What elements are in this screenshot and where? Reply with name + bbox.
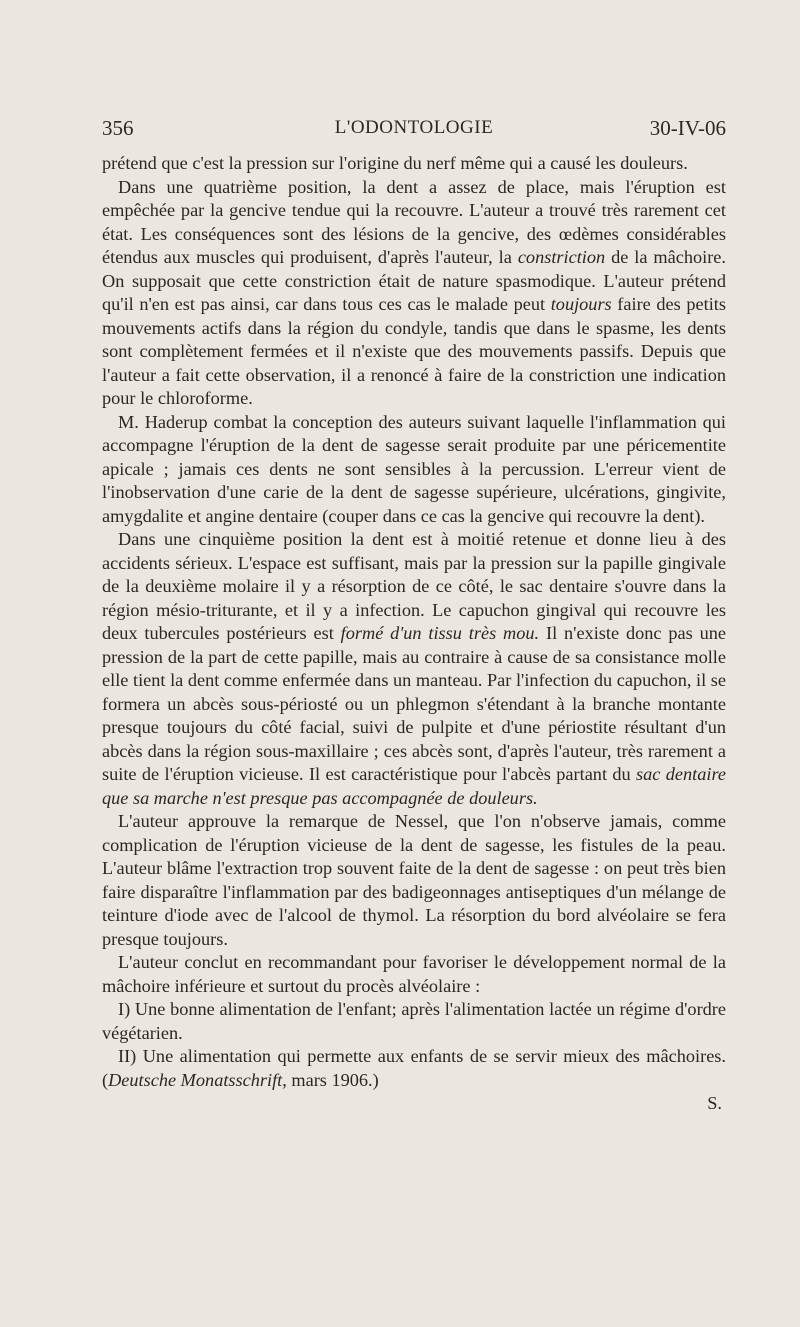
- running-header: [102, 114, 726, 142]
- italic-text: toujours: [550, 294, 612, 314]
- author-signature: S.: [707, 1093, 722, 1113]
- journal-title: L'ODONTOLOGIE: [334, 117, 494, 138]
- text-run: Dans une quatrième position, la dent a assez de place, mais l'éruption est empêchée par la gencive tendue qui la recouvre. L'auteur a trouvé très rarement cet état. Les conséquences sont des lésions de la gencive, des œdèmes considérables étendus aux muscles qui produisent, d'après l'auteur, la: [102, 176, 726, 267]
- text-run: II) Une alimentation qui permette aux enfants de se servir mieux des mâchoires. (: [102, 1046, 726, 1090]
- page-number: 356: [102, 116, 134, 140]
- paragraph: [102, 176, 726, 411]
- paragraph: [102, 998, 726, 1045]
- text-run: L'auteur conclut en recommandant pour favoriser le développement normal de la mâchoire inférieure et surtout du procès alvéolaire :: [102, 952, 726, 996]
- paragraph: [102, 951, 726, 998]
- text-run: Dans une cinquième position la dent est à moitié retenue et donne lieu à des accidents sérieux. L'espace est suffisant, mais par la pression sur la papille gingivale de la deuxième molaire il y a résorption de ce côté, le sac dentaire s'ouvre dans la région mésio-triturante, et il y a infection. Le capuchon gingival qui recouvre les deux tubercules postérieurs est: [102, 529, 726, 643]
- text-run: faire des petits mouvements actifs dans la région du condyle, tandis que dans le spasme, les dents sont complètement fermées et il n'existe que des mouvements passifs. Depuis que l'auteur a fait cette observation, il a renoncé à faire de la constriction une indication pour le chloroforme.: [102, 294, 726, 408]
- paragraph: [102, 528, 726, 810]
- text-run: Il n'existe donc pas une pression de la part de cette papille, mais au contraire à cause de sa consistance molle elle tient la dent comme enfermée dans un manteau. Par l'infection du capuchon, il se formera un abcès sous-périosté ou un phlegmon s'étendant à la branche montante presque toujours du côté facial, suivi de pulpite et d'une périostite résultant d'un abcès dans la région sous-maxillaire ; ces abcès sont, d'après l'auteur, très rarement a suite de l'éruption vicieuse. Il est caractéristique pour l'abcès partant du: [102, 623, 726, 784]
- italic-text: Deutsche Monatsschrift: [108, 1069, 283, 1090]
- text-run: , mars 1906.): [282, 1069, 379, 1090]
- issue-date: 30-IV-06: [649, 116, 726, 140]
- paragraph: [102, 810, 726, 951]
- paragraph: [102, 1045, 726, 1092]
- text-run: de la mâchoire. On supposait que cette constriction était de nature spasmodique. L'auteur prétend qu'il n'en est pas ainsi, car dans tous ces cas le malade peut: [102, 247, 726, 314]
- text-run: M. Haderup combat la conception des auteurs suivant laquelle l'inflammation qui accompagne l'éruption de la dent de sagesse serait produite par une péricementite apicale ; jamais ces dents ne sont sensibles à la percussion. L'erreur vient de l'inobservation d'une carie de la dent de sagesse supérieure, ulcérations, gingivite, amygdalite et angine dentaire (couper dans ce cas la gencive qui recouvre la dent).: [102, 411, 726, 526]
- text-run: prétend que c'est la pression sur l'origine du nerf même qui a causé les douleurs.: [102, 153, 688, 173]
- article-body: [102, 152, 726, 1116]
- italic-text: sac dentaire que sa marche n'est presque pas accompagnée de douleurs.: [102, 764, 726, 808]
- paragraph: [102, 411, 726, 529]
- italic-text: constriction: [517, 247, 606, 267]
- text-run: I) Une bonne alimentation de l'enfant; après l'alimentation lactée un régime d'ordre végétarien.: [102, 999, 726, 1043]
- italic-text: formé d'un tissu très mou.: [340, 623, 540, 643]
- text-run: L'auteur approuve la remarque de Nessel, que l'on n'observe jamais, comme complication de l'éruption vicieuse de la dent de sagesse, les fistules de la peau. L'auteur blâme l'extraction trop souvent faite de la dent de sagesse : on peut très bien faire disparaître l'inflammation par des badigeonnages antiseptiques d'un mélange de teinture d'iode avec de l'alcool de thymol. La résorption du bord alvéolaire se fera presque toujours.: [102, 811, 726, 949]
- paragraph: [102, 152, 726, 176]
